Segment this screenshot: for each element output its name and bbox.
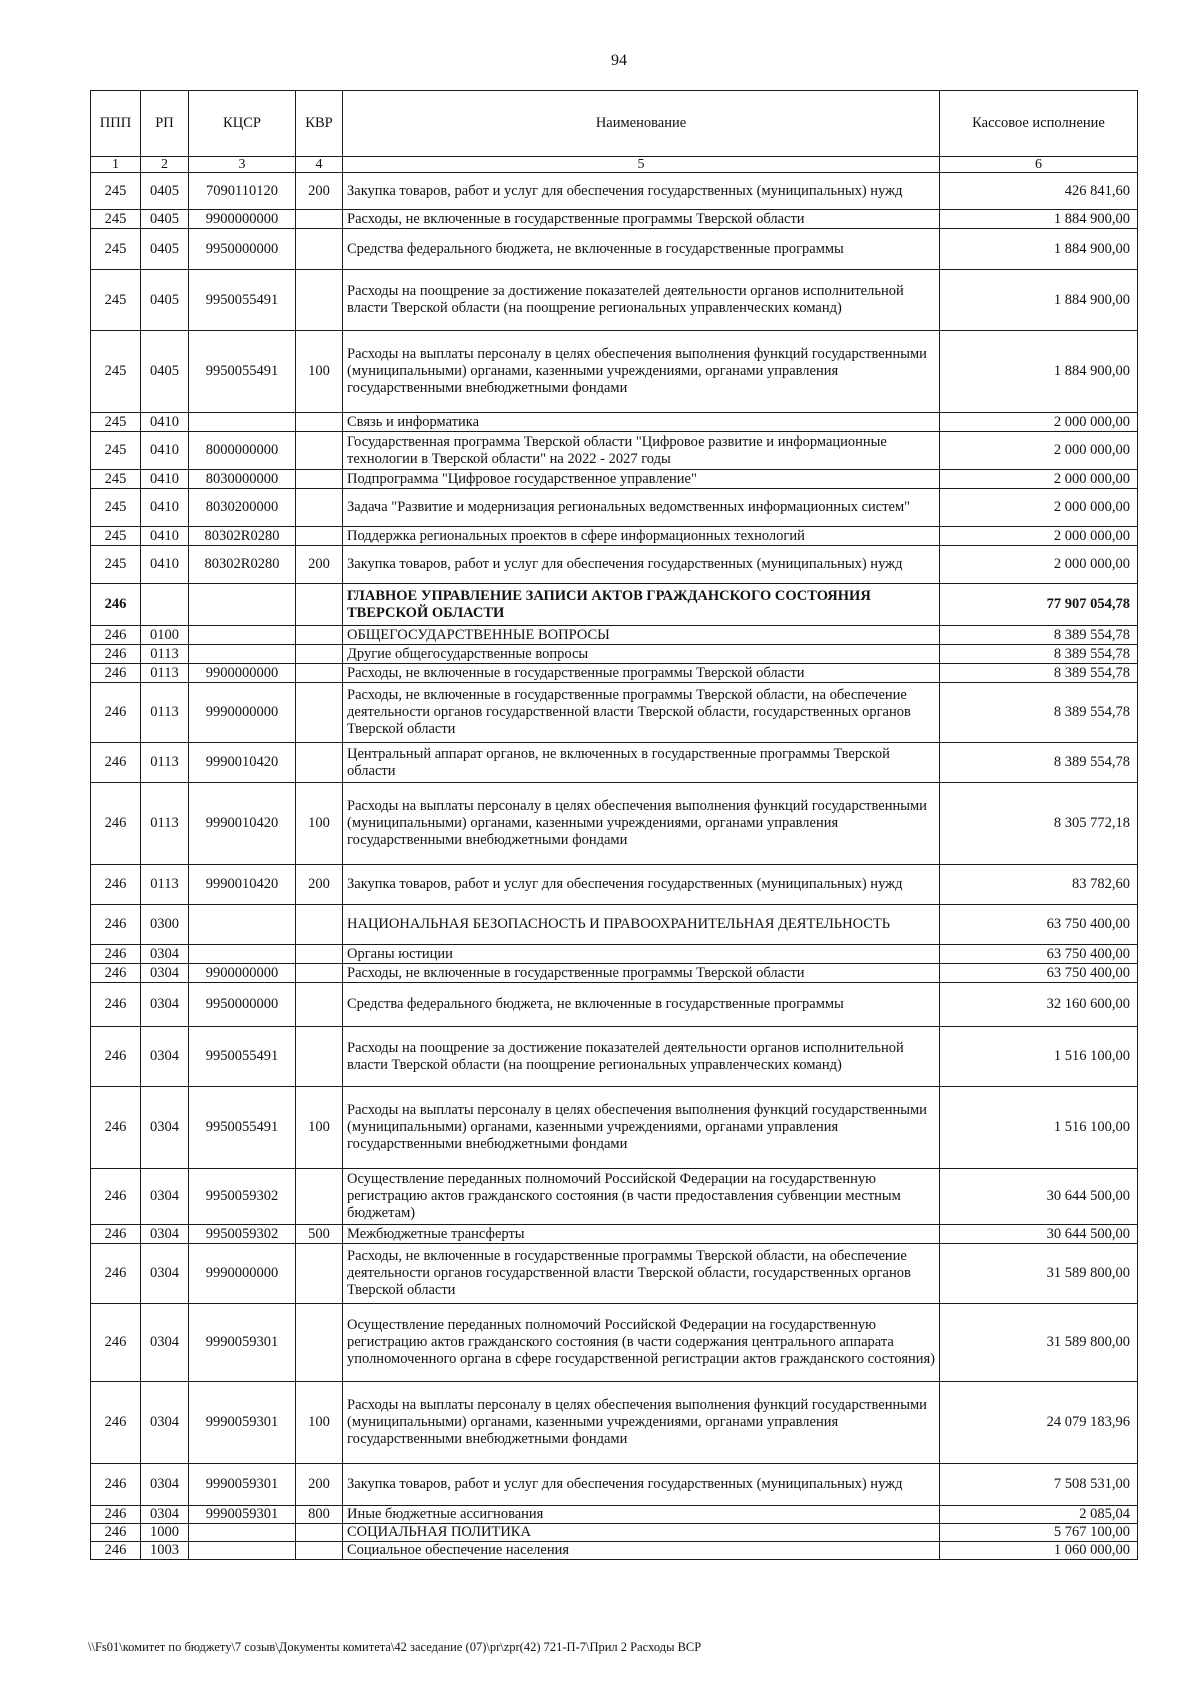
cell-name: Расходы, не включенные в государственные программы Тверской области, на обеспечение деятельности органов государственной власти Тверской области, государственных органов Тверской области <box>343 683 940 743</box>
cell-kvr <box>296 683 343 743</box>
cell-ppp: 246 <box>91 865 141 905</box>
cell-kvr: 800 <box>296 1506 343 1524</box>
cell-amount: 2 000 000,00 <box>940 413 1138 432</box>
cell-name: Подпрограмма "Цифровое государственное управление" <box>343 470 940 489</box>
cell-rp: 0410 <box>141 527 189 546</box>
cell-kcsr: 9990059301 <box>189 1464 296 1506</box>
cell-ppp: 246 <box>91 1225 141 1244</box>
cell-kcsr: 9950000000 <box>189 229 296 270</box>
cell-kvr: 200 <box>296 1464 343 1506</box>
cell-ppp: 246 <box>91 964 141 983</box>
cell-kcsr <box>189 413 296 432</box>
cell-amount: 2 000 000,00 <box>940 527 1138 546</box>
cell-ppp: 245 <box>91 489 141 527</box>
cell-kvr <box>296 470 343 489</box>
cell-amount: 63 750 400,00 <box>940 905 1138 945</box>
cell-amount: 2 000 000,00 <box>940 432 1138 470</box>
cell-name: Связь и информатика <box>343 413 940 432</box>
cell-kcsr: 9990059301 <box>189 1506 296 1524</box>
cell-kcsr: 9900000000 <box>189 664 296 683</box>
cell-kcsr: 80302R0280 <box>189 527 296 546</box>
cell-name: Средства федерального бюджета, не включенные в государственные программы <box>343 983 940 1027</box>
cell-rp: 0410 <box>141 413 189 432</box>
cell-ppp: 246 <box>91 1027 141 1087</box>
cell-kcsr: 9950059302 <box>189 1169 296 1225</box>
cell-rp: 0113 <box>141 683 189 743</box>
cell-name: Другие общегосударственные вопросы <box>343 645 940 664</box>
cell-kvr <box>296 964 343 983</box>
cell-kcsr: 9990010420 <box>189 865 296 905</box>
cell-ppp: 246 <box>91 1169 141 1225</box>
cell-kcsr: 8000000000 <box>189 432 296 470</box>
table-row <box>91 432 1138 470</box>
cell-name: Закупка товаров, работ и услуг для обеспечения государственных (муниципальных) нужд <box>343 546 940 584</box>
cell-kvr <box>296 664 343 683</box>
cell-kvr <box>296 945 343 964</box>
cell-kvr <box>296 432 343 470</box>
cell-kvr: 100 <box>296 1087 343 1169</box>
cell-kcsr <box>189 945 296 964</box>
table-row <box>91 645 1138 664</box>
cell-rp: 0113 <box>141 783 189 865</box>
cell-kvr <box>296 983 343 1027</box>
cell-kvr <box>296 905 343 945</box>
cell-rp: 0300 <box>141 905 189 945</box>
header-rp: РП <box>141 91 189 157</box>
cell-rp: 0304 <box>141 1304 189 1382</box>
table-row <box>91 1506 1138 1524</box>
cell-name: Закупка товаров, работ и услуг для обеспечения государственных (муниципальных) нужд <box>343 865 940 905</box>
table-row <box>91 546 1138 584</box>
cell-kcsr <box>189 905 296 945</box>
header-kcsr: КЦСР <box>189 91 296 157</box>
cell-kcsr: 9950000000 <box>189 983 296 1027</box>
cell-name: ГЛАВНОЕ УПРАВЛЕНИЕ ЗАПИСИ АКТОВ ГРАЖДАНСКОГО СОСТОЯНИЯ ТВЕРСКОЙ ОБЛАСТИ <box>343 584 940 626</box>
budget-table-container <box>90 90 1137 1560</box>
cell-kvr: 100 <box>296 783 343 865</box>
footer-file-path: \\Fs01\комитет по бюджету\7 созыв\Документы комитета\42 заседание (07)\pr\zpr(42) 721-П-7\Прил 2 Расходы ВСР <box>88 1640 702 1654</box>
cell-rp: 0410 <box>141 470 189 489</box>
cell-kvr <box>296 413 343 432</box>
cell-kcsr: 9900000000 <box>189 964 296 983</box>
table-row <box>91 664 1138 683</box>
table-row <box>91 983 1138 1027</box>
cell-kcsr: 9950055491 <box>189 1087 296 1169</box>
cell-ppp: 245 <box>91 270 141 331</box>
cell-kvr <box>296 1542 343 1560</box>
cell-rp: 0410 <box>141 489 189 527</box>
page-number: 94 <box>611 52 627 69</box>
table-row <box>91 1304 1138 1382</box>
cell-ppp: 246 <box>91 1087 141 1169</box>
cell-rp: 0304 <box>141 1225 189 1244</box>
cell-name: НАЦИОНАЛЬНАЯ БЕЗОПАСНОСТЬ И ПРАВООХРАНИТЕЛЬНАЯ ДЕЯТЕЛЬНОСТЬ <box>343 905 940 945</box>
cell-kvr <box>296 584 343 626</box>
table-row <box>91 626 1138 645</box>
cell-kvr <box>296 626 343 645</box>
cell-rp: 0113 <box>141 645 189 664</box>
cell-amount: 2 000 000,00 <box>940 489 1138 527</box>
cell-kcsr: 9990059301 <box>189 1382 296 1464</box>
cell-kcsr <box>189 1524 296 1542</box>
cell-kvr <box>296 210 343 229</box>
table-row <box>91 210 1138 229</box>
table-row <box>91 489 1138 527</box>
cell-kvr <box>296 1027 343 1087</box>
cell-rp: 0100 <box>141 626 189 645</box>
column-number: 3 <box>189 157 296 173</box>
cell-name: Расходы, не включенные в государственные программы Тверской области <box>343 664 940 683</box>
cell-ppp: 245 <box>91 527 141 546</box>
cell-kcsr: 9990010420 <box>189 783 296 865</box>
column-number: 6 <box>940 157 1138 173</box>
table-row <box>91 683 1138 743</box>
cell-amount: 30 644 500,00 <box>940 1225 1138 1244</box>
cell-kcsr: 9950059302 <box>189 1225 296 1244</box>
cell-ppp: 245 <box>91 173 141 210</box>
cell-kcsr <box>189 626 296 645</box>
cell-kvr <box>296 1524 343 1542</box>
table-row <box>91 1464 1138 1506</box>
cell-rp: 0410 <box>141 432 189 470</box>
cell-amount: 2 000 000,00 <box>940 546 1138 584</box>
column-number-row <box>91 157 1138 173</box>
cell-kcsr: 9950055491 <box>189 331 296 413</box>
cell-name: Расходы, не включенные в государственные программы Тверской области <box>343 210 940 229</box>
cell-amount: 24 079 183,96 <box>940 1382 1138 1464</box>
cell-ppp: 245 <box>91 546 141 584</box>
cell-ppp: 246 <box>91 1244 141 1304</box>
table-row <box>91 331 1138 413</box>
cell-kcsr: 9990000000 <box>189 1244 296 1304</box>
cell-name: Социальное обеспечение населения <box>343 1542 940 1560</box>
cell-ppp: 246 <box>91 626 141 645</box>
cell-name: Расходы на выплаты персоналу в целях обеспечения выполнения функций государственными (муниципальными) органами, казенными учреждениями, органами управления государственными внебюджетными фондами <box>343 331 940 413</box>
cell-amount: 31 589 800,00 <box>940 1304 1138 1382</box>
header-ppp: ППП <box>91 91 141 157</box>
cell-kvr <box>296 229 343 270</box>
table-row <box>91 1027 1138 1087</box>
cell-rp: 0405 <box>141 331 189 413</box>
cell-ppp: 246 <box>91 1464 141 1506</box>
cell-kcsr <box>189 645 296 664</box>
cell-ppp: 246 <box>91 783 141 865</box>
cell-kcsr: 8030000000 <box>189 470 296 489</box>
cell-rp: 0304 <box>141 983 189 1027</box>
cell-ppp: 245 <box>91 413 141 432</box>
cell-ppp: 245 <box>91 229 141 270</box>
cell-amount: 426 841,60 <box>940 173 1138 210</box>
cell-kvr <box>296 645 343 664</box>
cell-amount: 1 884 900,00 <box>940 270 1138 331</box>
cell-amount: 1 884 900,00 <box>940 229 1138 270</box>
cell-ppp: 246 <box>91 1304 141 1382</box>
cell-rp: 1000 <box>141 1524 189 1542</box>
cell-amount: 31 589 800,00 <box>940 1244 1138 1304</box>
table-row <box>91 743 1138 783</box>
cell-kcsr: 7090110120 <box>189 173 296 210</box>
table-row <box>91 1087 1138 1169</box>
table-row <box>91 270 1138 331</box>
cell-kcsr: 9900000000 <box>189 210 296 229</box>
table-row <box>91 1244 1138 1304</box>
cell-rp: 0405 <box>141 229 189 270</box>
cell-ppp: 246 <box>91 645 141 664</box>
cell-amount: 2 000 000,00 <box>940 470 1138 489</box>
cell-kvr: 200 <box>296 865 343 905</box>
cell-amount: 8 389 554,78 <box>940 645 1138 664</box>
header-name: Наименование <box>343 91 940 157</box>
cell-rp: 0304 <box>141 1464 189 1506</box>
cell-kcsr: 9990010420 <box>189 743 296 783</box>
cell-rp: 0304 <box>141 1382 189 1464</box>
cell-kvr <box>296 1244 343 1304</box>
cell-amount: 2 085,04 <box>940 1506 1138 1524</box>
cell-amount: 77 907 054,78 <box>940 584 1138 626</box>
header-amount: Кассовое исполнение <box>940 91 1138 157</box>
cell-name: Расходы, не включенные в государственные программы Тверской области, на обеспечение деятельности органов государственной власти Тверской области, государственных органов Тверской области <box>343 1244 940 1304</box>
cell-amount: 1 516 100,00 <box>940 1087 1138 1169</box>
cell-name: Осуществление переданных полномочий Российской Федерации на государственную регистрацию актов гражданского состояния (в части предоставления субвенции местным бюджетам) <box>343 1169 940 1225</box>
table-row <box>91 1524 1138 1542</box>
cell-name: Задача "Развитие и модернизация региональных ведомственных информационных систем" <box>343 489 940 527</box>
cell-amount: 32 160 600,00 <box>940 983 1138 1027</box>
cell-rp: 0410 <box>141 546 189 584</box>
cell-amount: 8 389 554,78 <box>940 664 1138 683</box>
cell-kvr: 500 <box>296 1225 343 1244</box>
cell-kcsr <box>189 1542 296 1560</box>
table-header <box>91 91 1138 173</box>
cell-rp: 0304 <box>141 1087 189 1169</box>
cell-name: Расходы на выплаты персоналу в целях обеспечения выполнения функций государственными (муниципальными) органами, казенными учреждениями, органами управления государственными внебюджетными фондами <box>343 1382 940 1464</box>
table-row <box>91 413 1138 432</box>
cell-ppp: 245 <box>91 331 141 413</box>
cell-ppp: 245 <box>91 210 141 229</box>
cell-rp: 0304 <box>141 945 189 964</box>
column-number: 4 <box>296 157 343 173</box>
table-row <box>91 964 1138 983</box>
cell-name: Осуществление переданных полномочий Российской Федерации на государственную регистрацию актов гражданского состояния (в части содержания центрального аппарата уполномоченного органа в сфере государственной регистрации актов гражданского состояния) <box>343 1304 940 1382</box>
cell-ppp: 246 <box>91 905 141 945</box>
table-row <box>91 865 1138 905</box>
table-row <box>91 527 1138 546</box>
cell-rp: 0113 <box>141 664 189 683</box>
cell-ppp: 246 <box>91 743 141 783</box>
cell-ppp: 246 <box>91 1542 141 1560</box>
cell-amount: 1 516 100,00 <box>940 1027 1138 1087</box>
cell-amount: 8 389 554,78 <box>940 743 1138 783</box>
cell-name: Расходы на выплаты персоналу в целях обеспечения выполнения функций государственными (муниципальными) органами, казенными учреждениями, органами управления государственными внебюджетными фондами <box>343 783 940 865</box>
cell-name: Межбюджетные трансферты <box>343 1225 940 1244</box>
cell-kcsr: 8030200000 <box>189 489 296 527</box>
table-row <box>91 1169 1138 1225</box>
column-number: 5 <box>343 157 940 173</box>
cell-kvr <box>296 489 343 527</box>
cell-name: Расходы на поощрение за достижение показателей деятельности органов исполнительной власти Тверской области (на поощрение региональных управленческих команд) <box>343 1027 940 1087</box>
cell-amount: 63 750 400,00 <box>940 945 1138 964</box>
cell-amount: 1 060 000,00 <box>940 1542 1138 1560</box>
cell-ppp: 245 <box>91 470 141 489</box>
cell-rp: 0304 <box>141 1169 189 1225</box>
header-row <box>91 91 1138 157</box>
cell-name: Закупка товаров, работ и услуг для обеспечения государственных (муниципальных) нужд <box>343 173 940 210</box>
table-row <box>91 229 1138 270</box>
cell-rp: 0304 <box>141 964 189 983</box>
cell-name: Иные бюджетные ассигнования <box>343 1506 940 1524</box>
table-row <box>91 905 1138 945</box>
cell-name: Закупка товаров, работ и услуг для обеспечения государственных (муниципальных) нужд <box>343 1464 940 1506</box>
cell-rp: 0113 <box>141 865 189 905</box>
cell-amount: 1 884 900,00 <box>940 331 1138 413</box>
cell-kvr: 100 <box>296 1382 343 1464</box>
table-row <box>91 470 1138 489</box>
cell-rp: 0304 <box>141 1244 189 1304</box>
table-row <box>91 173 1138 210</box>
cell-rp: 0304 <box>141 1506 189 1524</box>
cell-ppp: 246 <box>91 683 141 743</box>
header-kvr: КВР <box>296 91 343 157</box>
table-row <box>91 783 1138 865</box>
cell-rp: 0405 <box>141 210 189 229</box>
cell-kvr <box>296 527 343 546</box>
cell-kvr <box>296 743 343 783</box>
cell-rp: 0405 <box>141 173 189 210</box>
cell-amount: 8 389 554,78 <box>940 683 1138 743</box>
budget-table <box>90 90 1138 1560</box>
table-row <box>91 1225 1138 1244</box>
table-body <box>91 173 1138 1560</box>
cell-name: Центральный аппарат органов, не включенных в государственные программы Тверской области <box>343 743 940 783</box>
cell-kvr <box>296 270 343 331</box>
cell-rp: 0405 <box>141 270 189 331</box>
cell-ppp: 246 <box>91 983 141 1027</box>
cell-name: СОЦИАЛЬНАЯ ПОЛИТИКА <box>343 1524 940 1542</box>
cell-name: Средства федерального бюджета, не включенные в государственные программы <box>343 229 940 270</box>
cell-rp: 0113 <box>141 743 189 783</box>
cell-ppp: 245 <box>91 432 141 470</box>
cell-name: Расходы на поощрение за достижение показателей деятельности органов исполнительной власти Тверской области (на поощрение региональных управленческих команд) <box>343 270 940 331</box>
cell-amount: 1 884 900,00 <box>940 210 1138 229</box>
cell-kvr <box>296 1169 343 1225</box>
cell-amount: 5 767 100,00 <box>940 1524 1138 1542</box>
cell-ppp: 246 <box>91 1382 141 1464</box>
cell-ppp: 246 <box>91 1506 141 1524</box>
cell-name: Поддержка региональных проектов в сфере информационных технологий <box>343 527 940 546</box>
table-row <box>91 1542 1138 1560</box>
cell-name: ОБЩЕГОСУДАРСТВЕННЫЕ ВОПРОСЫ <box>343 626 940 645</box>
cell-rp <box>141 584 189 626</box>
column-number: 2 <box>141 157 189 173</box>
cell-kvr: 200 <box>296 546 343 584</box>
cell-rp: 0304 <box>141 1027 189 1087</box>
cell-amount: 7 508 531,00 <box>940 1464 1138 1506</box>
table-row <box>91 584 1138 626</box>
cell-kcsr: 9990000000 <box>189 683 296 743</box>
cell-amount: 30 644 500,00 <box>940 1169 1138 1225</box>
cell-kvr: 100 <box>296 331 343 413</box>
cell-amount: 83 782,60 <box>940 865 1138 905</box>
table-row <box>91 1382 1138 1464</box>
cell-kcsr: 80302R0280 <box>189 546 296 584</box>
cell-name: Расходы на выплаты персоналу в целях обеспечения выполнения функций государственными (муниципальными) органами, казенными учреждениями, органами управления государственными внебюджетными фондами <box>343 1087 940 1169</box>
cell-amount: 8 305 772,18 <box>940 783 1138 865</box>
cell-name: Расходы, не включенные в государственные программы Тверской области <box>343 964 940 983</box>
cell-rp: 1003 <box>141 1542 189 1560</box>
cell-amount: 8 389 554,78 <box>940 626 1138 645</box>
cell-kcsr: 9950055491 <box>189 1027 296 1087</box>
cell-kcsr: 9990059301 <box>189 1304 296 1382</box>
cell-kvr: 200 <box>296 173 343 210</box>
cell-name: Государственная программа Тверской области "Цифровое развитие и информационные технологии в Тверской области" на 2022 - 2027 годы <box>343 432 940 470</box>
table-row <box>91 945 1138 964</box>
cell-ppp: 246 <box>91 945 141 964</box>
cell-name: Органы юстиции <box>343 945 940 964</box>
cell-ppp: 246 <box>91 584 141 626</box>
cell-ppp: 246 <box>91 664 141 683</box>
cell-kcsr: 9950055491 <box>189 270 296 331</box>
cell-amount: 63 750 400,00 <box>940 964 1138 983</box>
cell-kvr <box>296 1304 343 1382</box>
column-number: 1 <box>91 157 141 173</box>
cell-ppp: 246 <box>91 1524 141 1542</box>
cell-kcsr <box>189 584 296 626</box>
